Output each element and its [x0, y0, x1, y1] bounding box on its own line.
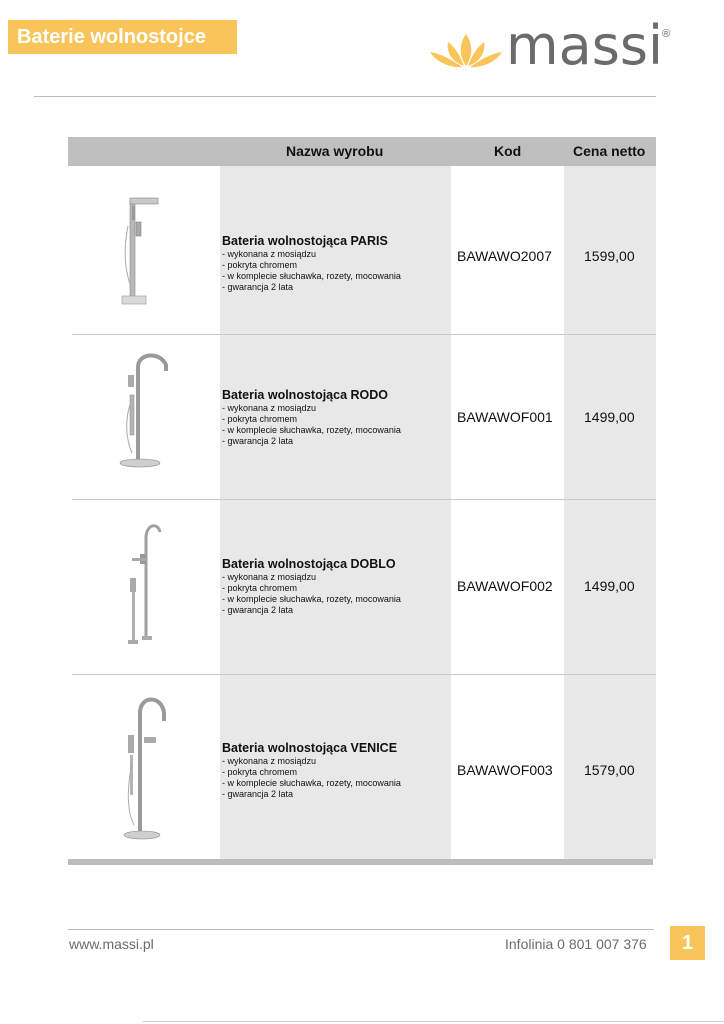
- column-header-name: Nazwa wyrobu: [286, 143, 384, 159]
- product-feature: - wykonana z mosiądzu: [222, 572, 317, 582]
- product-feature: - gwarancja 2 lata: [222, 282, 294, 292]
- product-feature: - w komplecie słuchawka, rozety, mocowania: [222, 271, 401, 281]
- product-code: BAWAWOF002: [457, 578, 553, 594]
- lotus-icon: [426, 26, 506, 72]
- product-price-cell: [564, 335, 656, 500]
- product-feature: - pokryta chromem: [222, 414, 298, 424]
- product-name: Bateria wolnostojąca PARIS: [222, 234, 388, 248]
- footer-divider: [68, 929, 654, 930]
- product-feature: - w komplecie słuchawka, rozety, mocowania: [222, 425, 401, 435]
- table-bottom-bar: [68, 859, 653, 865]
- registered-mark: ®: [662, 28, 671, 40]
- product-code: BAWAWOF001: [457, 409, 553, 425]
- product-feature: - pokryta chromem: [222, 583, 298, 593]
- product-feature: - wykonana z mosiądzu: [222, 249, 317, 259]
- header-divider: [34, 96, 656, 97]
- product-image-cell: [68, 166, 220, 334]
- product-description-cell: [220, 500, 451, 674]
- product-image-cell: [68, 675, 220, 859]
- hotline-text: Infolinia 0 801 007 376: [505, 936, 647, 952]
- table-header: [68, 137, 656, 166]
- product-feature: - pokryta chromem: [222, 767, 298, 777]
- brand-logo: [426, 14, 676, 77]
- column-header-price: Cena netto: [573, 143, 646, 159]
- product-price-cell: [564, 675, 656, 859]
- product-feature: - wykonana z mosiądzu: [222, 403, 317, 413]
- product-price: 1499,00: [584, 578, 635, 594]
- product-price-cell: [564, 500, 656, 674]
- product-code-cell: [451, 675, 564, 859]
- page-title: Baterie wolnostojce: [8, 20, 237, 54]
- product-code-cell: [451, 335, 564, 500]
- table-row: [68, 675, 656, 859]
- product-table: [68, 137, 656, 799]
- product-code: BAWAWO2007: [457, 248, 552, 264]
- product-price: 1599,00: [584, 248, 635, 264]
- product-price: 1579,00: [584, 762, 635, 778]
- website-link[interactable]: www.massi.pl: [69, 936, 154, 952]
- product-image-cell: [68, 500, 220, 674]
- table-row: [68, 166, 656, 334]
- product-code-cell: [451, 500, 564, 674]
- product-feature: - wykonana z mosiądzu: [222, 756, 317, 766]
- faucet-rodo-icon: [114, 349, 174, 473]
- faucet-venice-icon: [118, 693, 174, 843]
- product-price: 1499,00: [584, 409, 635, 425]
- table-row: [68, 335, 656, 500]
- product-name: Bateria wolnostojąca VENICE: [222, 741, 398, 755]
- page-number: 1: [670, 926, 705, 960]
- product-feature: - gwarancja 2 lata: [222, 605, 294, 615]
- product-image-cell: [68, 335, 220, 500]
- bottom-divider: [143, 1021, 724, 1022]
- product-feature: - gwarancja 2 lata: [222, 789, 294, 799]
- product-feature: - w komplecie słuchawka, rozety, mocowania: [222, 594, 401, 604]
- product-description-cell: [220, 335, 451, 500]
- table-row: [68, 500, 656, 674]
- product-price-cell: [564, 166, 656, 334]
- product-feature: - w komplecie słuchawka, rozety, mocowania: [222, 778, 401, 788]
- faucet-paris-icon: [120, 196, 160, 310]
- product-feature: - pokryta chromem: [222, 260, 298, 270]
- product-code: BAWAWOF003: [457, 762, 553, 778]
- column-header-code: Kod: [494, 143, 522, 159]
- logo-wordmark: massi: [506, 14, 663, 77]
- product-feature: - gwarancja 2 lata: [222, 436, 294, 446]
- product-name: Bateria wolnostojąca RODO: [222, 388, 389, 402]
- product-code-cell: [451, 166, 564, 334]
- product-description-cell: [220, 166, 451, 334]
- product-name: Bateria wolnostojąca DOBLO: [222, 557, 396, 571]
- product-description-cell: [220, 675, 451, 859]
- faucet-doblo-icon: [116, 518, 166, 648]
